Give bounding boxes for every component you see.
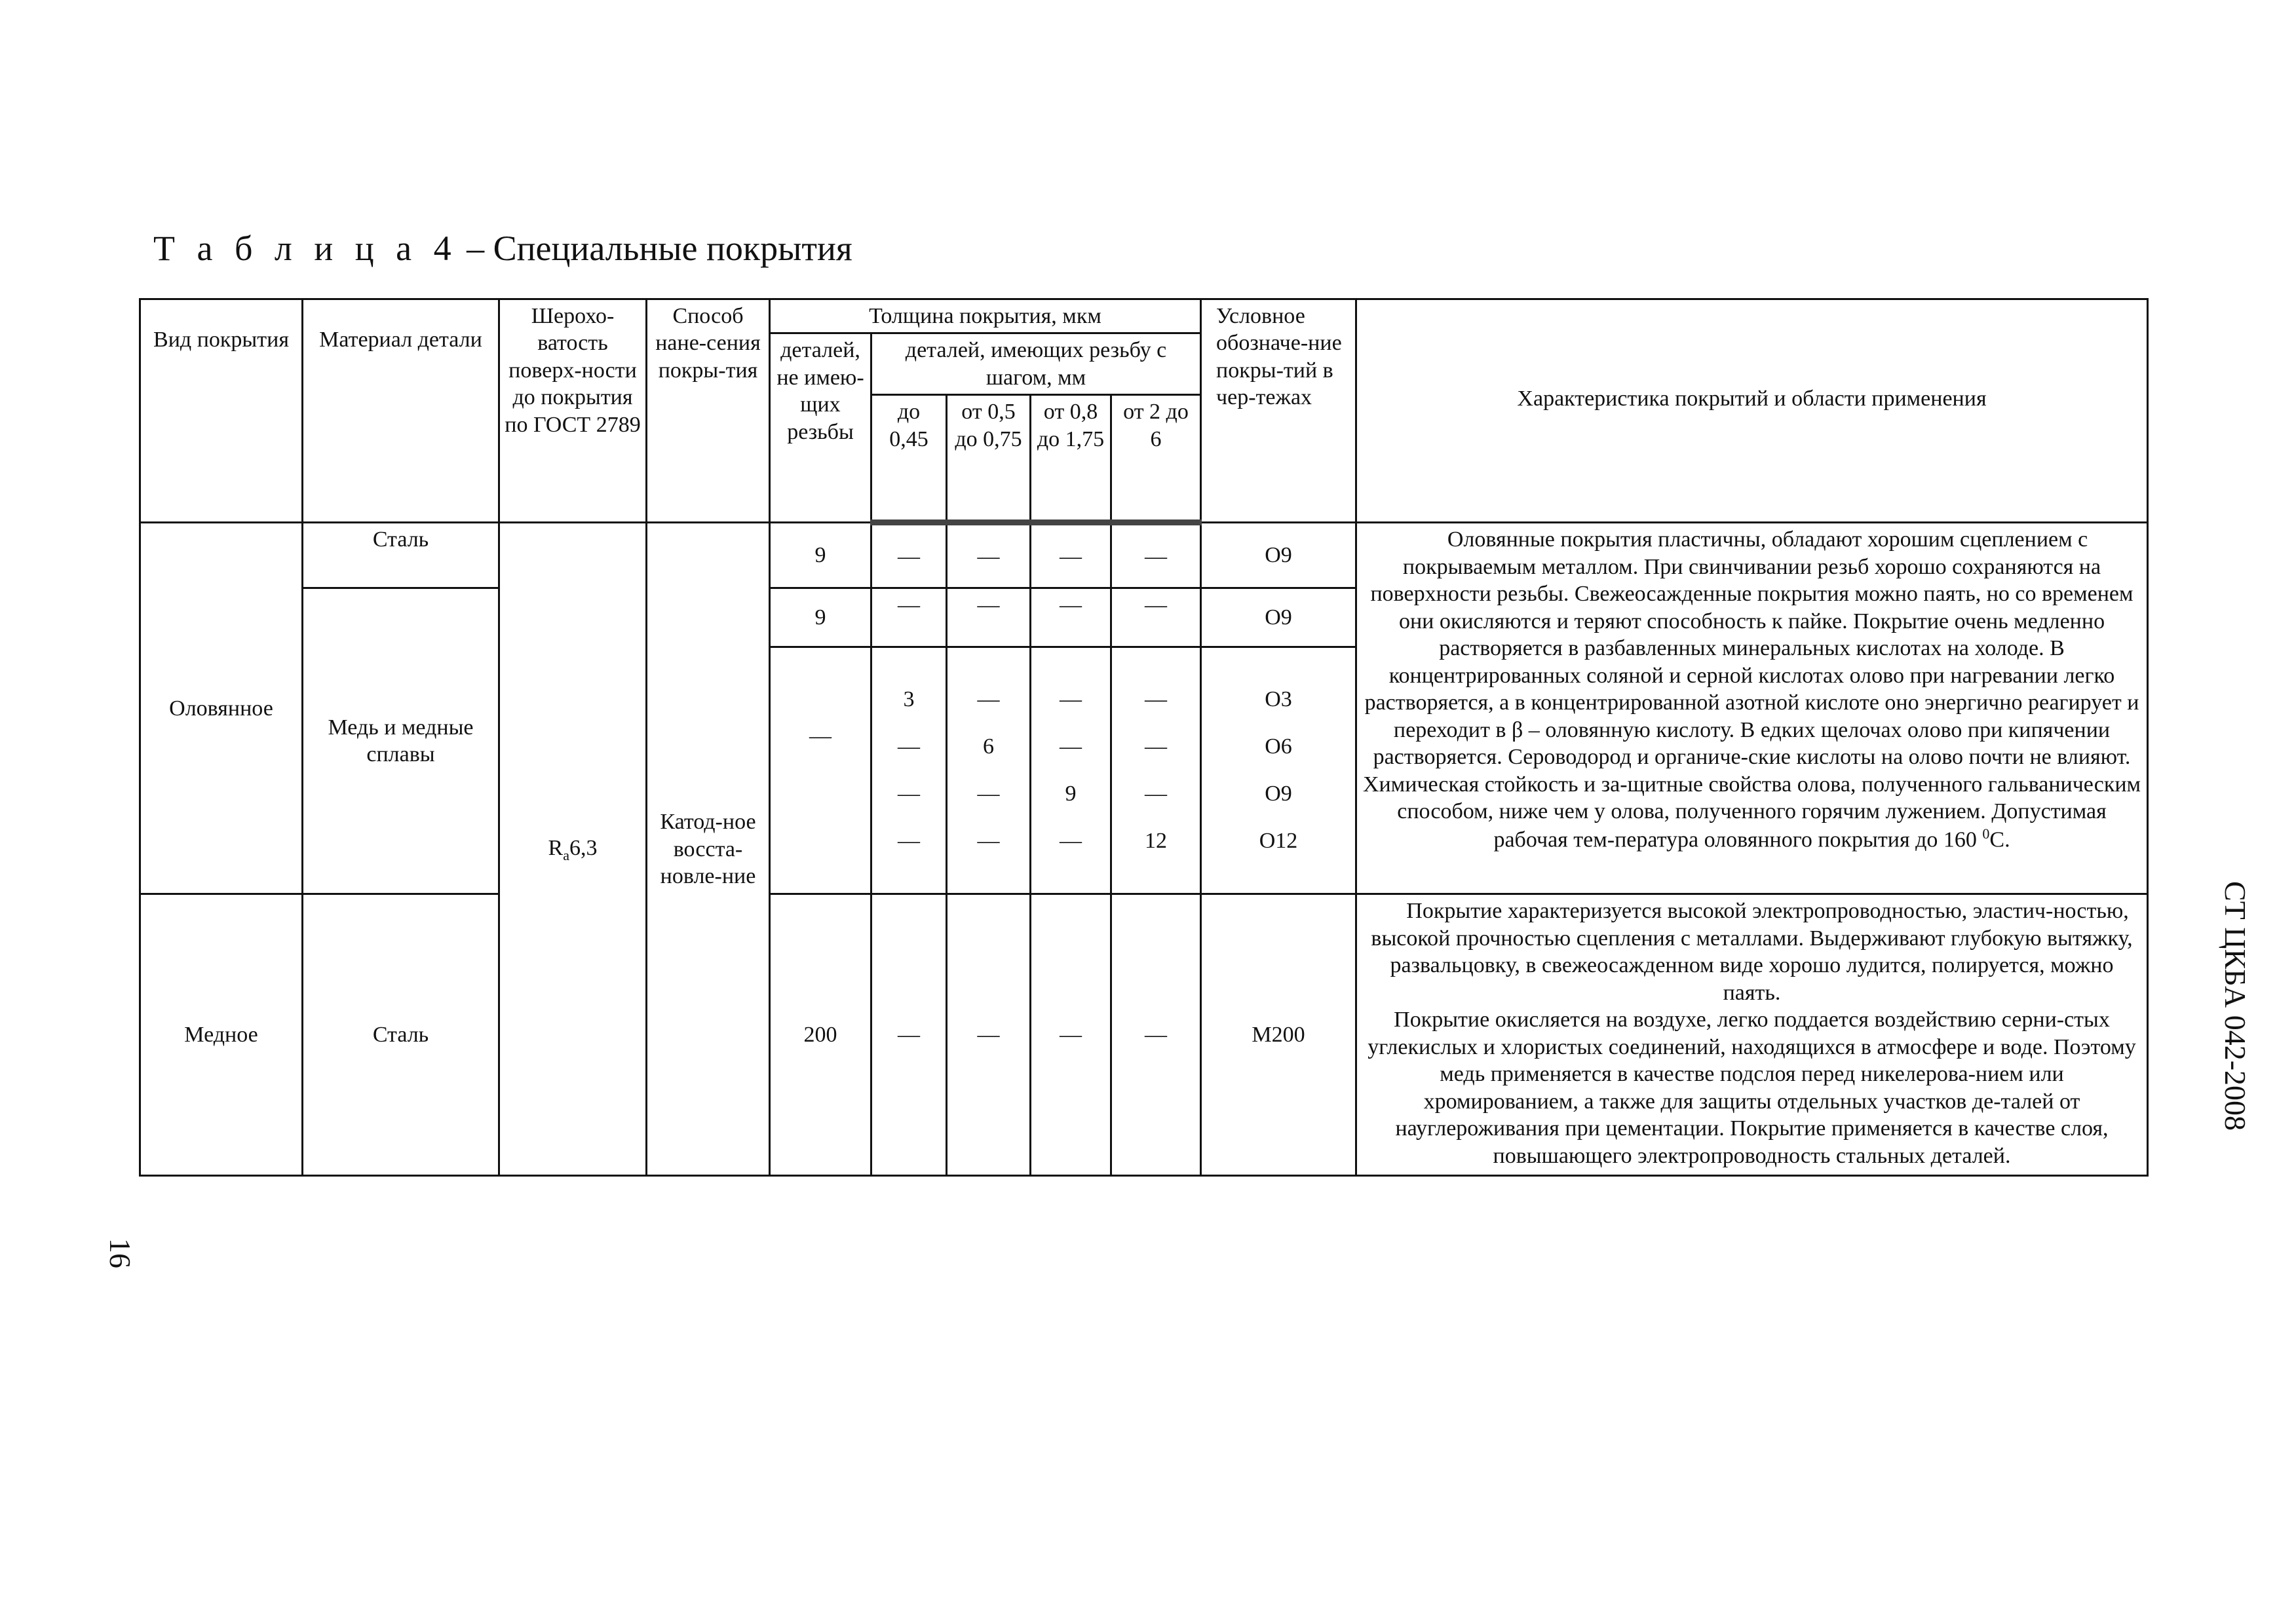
copper-code: М200 bbox=[1201, 894, 1356, 1176]
header-pitch-3: от 0,8 до 1,75 bbox=[1031, 395, 1111, 523]
list-item: — bbox=[1145, 734, 1167, 759]
list-item: 6 bbox=[983, 734, 994, 759]
tin-copper-pitch-2: — bbox=[947, 588, 1031, 647]
copper-pitch-3: — bbox=[1031, 894, 1111, 1176]
copper-pitch-4: — bbox=[1111, 894, 1201, 1176]
header-material: Материал детали bbox=[303, 299, 499, 523]
table-caption-title: – Специальные покрытия bbox=[457, 229, 852, 268]
header-roughness: Шерохо-ватость поверх-ности до покрытия по ГОСТ 2789 bbox=[499, 299, 647, 523]
list-item: — bbox=[1060, 687, 1082, 712]
tin-description-degree: 0 bbox=[1982, 825, 1990, 842]
tin-copper-pitch-3: — bbox=[1031, 588, 1111, 647]
header-row-1 bbox=[140, 299, 2148, 333]
table-row bbox=[140, 523, 2148, 588]
tin-steel-no-thread: 9 bbox=[770, 523, 871, 588]
tin-description-main: Оловянные покрытия пластичны, обладают хорошим сцеплением с покрываемым металлом. При свинчивании резьб хорошо сохраняются на поверхности резьбы. Свежеосажденные покрытия можно паять, но со временем они окисляются и теряют способность к пайке. Покрытие очень медленно растворяется в разбавленных минеральных кислотах на холоде. В концентрированных соляной и серной кислотах олово при нагревании легко растворяется, а в концентрированной азотной кислоте оно энергично реагирует и переходит в β – оловянную кислоту. В едких щелочах олово при кипячении растворяется. Сероводород и органиче-ские кислоты на олово почти не влияют. Химическая стойкость и за-щитные свойства олова, полученного гальваническим способом, ниже чем у олова, полученного горячим лужением. Допустимая рабочая тем-пература оловянного покрытия до 160 bbox=[1362, 527, 2141, 852]
list-item: О12 bbox=[1259, 829, 1298, 854]
copper-pitch-1: — bbox=[871, 894, 947, 1176]
tin-description-text bbox=[1361, 526, 2143, 853]
tin-copper-thread-no-thread: — bbox=[770, 647, 871, 894]
coatings-table bbox=[139, 298, 2149, 1177]
tin-thread-pitch-1-column bbox=[871, 647, 947, 894]
material-copper: Медь и медные сплавы bbox=[303, 588, 499, 894]
table-row bbox=[140, 894, 2148, 1176]
page-number: 16 bbox=[104, 1238, 137, 1268]
tin-description-end: С. bbox=[1989, 827, 2010, 852]
roughness-subscript: a bbox=[563, 846, 569, 863]
list-item: 12 bbox=[1145, 829, 1167, 854]
copper-pitch-2: — bbox=[947, 894, 1031, 1176]
table-caption-label: Т а б л и ц а 4 bbox=[153, 229, 458, 268]
tin-steel-pitch-3: — bbox=[1031, 523, 1111, 588]
list-item: О3 bbox=[1265, 687, 1292, 712]
copper-no-thread: 200 bbox=[770, 894, 871, 1176]
list-item: — bbox=[977, 687, 1000, 712]
document-code: СТ ЦКБА 042-2008 bbox=[2219, 881, 2252, 1131]
tin-steel-pitch-1: — bbox=[871, 523, 947, 588]
list-item: 3 bbox=[903, 687, 915, 712]
copper-description-p2: Покрытие окисляется на воздухе, легко поддается воздействию серни-стых углекислых и хлористых соединений, находящихся в атмосфере и воде. Поэтому медь применяется в качестве подслоя перед никелерова-нием или хромированием, а также для защиты отдельных участков де-талей от науглероживания при цементации. Покрытие применяется в качестве слоя, повышающего электропроводность стальных деталей. bbox=[1368, 1008, 2136, 1168]
tin-thread-pitch-2-column bbox=[947, 647, 1031, 894]
header-thickness: Толщина покрытия, мкм bbox=[770, 299, 1201, 333]
header-pitch-2: от 0,5 до 0,75 bbox=[947, 395, 1031, 523]
tin-description bbox=[1356, 523, 2148, 894]
coating-type-copper: Медное bbox=[140, 894, 303, 1176]
tin-steel-pitch-4: — bbox=[1111, 523, 1201, 588]
list-item: — bbox=[898, 782, 920, 806]
method-value: Катод-ное восста-новле-ние bbox=[647, 523, 770, 1176]
tin-copper-pitch-4: — bbox=[1111, 588, 1201, 647]
list-item: О9 bbox=[1265, 782, 1292, 806]
material-steel: Сталь bbox=[303, 523, 499, 588]
copper-description-p1: Покрытие характеризуется высокой электропроводностью, эластич-ностью, высокой прочностью сцепления с металлами. Выдерживают глубокую вытяжку, развальцовку, в свежеосажденном виде хорошо лудится, полируется, можно паять. bbox=[1371, 899, 2133, 1005]
tin-thread-pitch-3-column bbox=[1031, 647, 1111, 894]
tin-thread-pitch-4-column bbox=[1111, 647, 1201, 894]
tin-copper-pitch-1: — bbox=[871, 588, 947, 647]
list-item: — bbox=[1145, 687, 1167, 712]
copper-description bbox=[1356, 894, 2148, 1176]
list-item: — bbox=[1060, 829, 1082, 854]
list-item: — bbox=[977, 829, 1000, 854]
header-pitch-4: от 2 до 6 bbox=[1111, 395, 1201, 523]
table-caption bbox=[153, 228, 852, 269]
header-method: Способ нане-сения покры-тия bbox=[647, 299, 770, 523]
coating-type-tin: Оловянное bbox=[140, 523, 303, 894]
tin-steel-pitch-2: — bbox=[947, 523, 1031, 588]
header-pitch-1: до 0,45 bbox=[871, 395, 947, 523]
roughness-number: 6,3 bbox=[569, 835, 598, 860]
header-characteristic: Характеристика покрытий и области применения bbox=[1356, 299, 2148, 523]
header-no-thread: деталей, не имею-щих резьбы bbox=[770, 333, 871, 523]
list-item: — bbox=[898, 829, 920, 854]
roughness-value bbox=[499, 523, 647, 1176]
header-designation: Условное обозначе-ние покры-тий в чер-тежах bbox=[1201, 299, 1356, 523]
list-item: — bbox=[977, 782, 1000, 806]
list-item: О6 bbox=[1265, 734, 1292, 759]
tin-thread-codes-column bbox=[1201, 647, 1356, 894]
list-item: — bbox=[1145, 782, 1167, 806]
roughness-symbol: R bbox=[548, 835, 564, 860]
header-coating-type: Вид покрытия bbox=[140, 299, 303, 523]
tin-copper-no-thread: 9 bbox=[770, 588, 871, 647]
header-thread: деталей, имеющих резьбу с шагом, мм bbox=[871, 333, 1201, 395]
list-item: — bbox=[1060, 734, 1082, 759]
tin-copper-code: О9 bbox=[1201, 588, 1356, 647]
tin-steel-code: О9 bbox=[1201, 523, 1356, 588]
list-item: 9 bbox=[1065, 782, 1077, 806]
copper-material: Сталь bbox=[303, 894, 499, 1176]
list-item: — bbox=[898, 734, 920, 759]
